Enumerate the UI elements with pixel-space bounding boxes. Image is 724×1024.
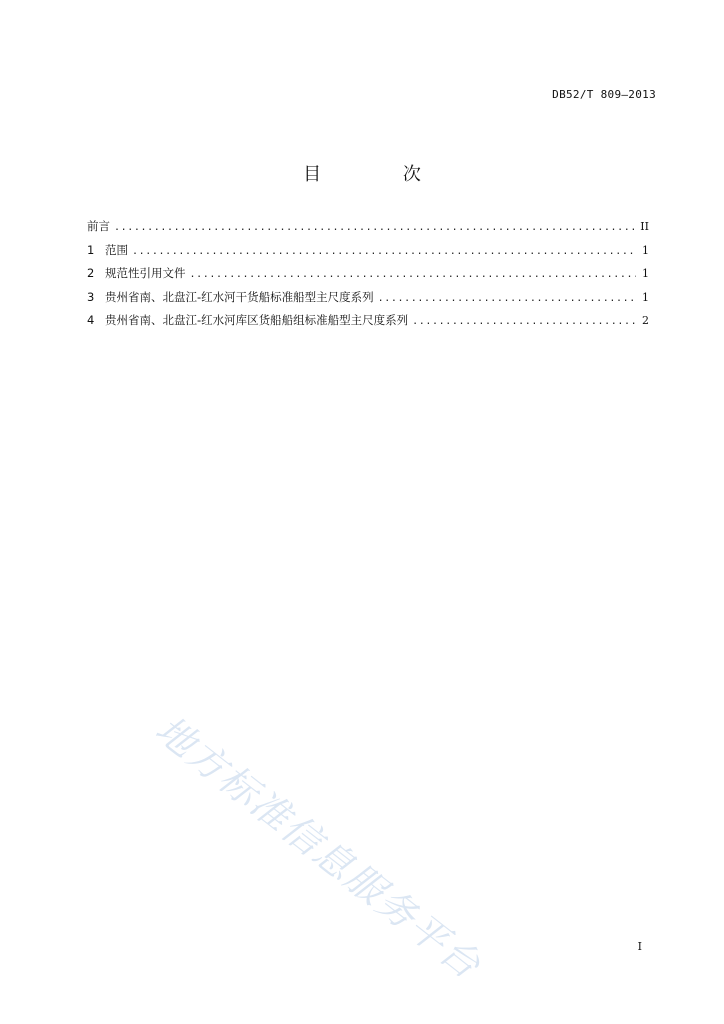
table-of-contents [87, 218, 649, 336]
toc-leader-dots [190, 269, 637, 280]
toc-entry-page: II [640, 220, 649, 233]
toc-entry-text: 贵州省南、北盘江-红水河库区货船船组标准船型主尺度系列 [105, 313, 409, 328]
toc-entry-page: 1 [642, 267, 649, 281]
toc-entry-scope[interactable] [87, 242, 649, 266]
toc-entry-dry-cargo-ship-series[interactable] [87, 289, 649, 313]
toc-entry-page: 2 [642, 314, 649, 328]
toc-leader-dots [378, 293, 636, 304]
toc-leader-dots [132, 246, 636, 257]
toc-entry-number: 2 [87, 266, 95, 281]
toc-entry-page: 1 [642, 290, 649, 304]
toc-entry-text: 贵州省南、北盘江-红水河干货船标准船型主尺度系列 [105, 289, 374, 304]
toc-entry-normative-references[interactable] [87, 265, 649, 289]
page-number: I [637, 940, 642, 953]
toc-leader-dots [412, 316, 636, 327]
toc-leader-dots [114, 222, 634, 233]
toc-entry-page: 1 [642, 243, 649, 257]
toc-entry-reservoir-convoy-series[interactable] [87, 312, 649, 336]
toc-entry-text: 范围 [105, 242, 128, 257]
toc-entry-number: 3 [87, 289, 95, 304]
toc-entry-text: 前言 [87, 219, 110, 233]
page-title: 目 次 [303, 164, 459, 185]
toc-entry-number: 4 [87, 313, 95, 328]
toc-entry-foreword[interactable] [87, 218, 649, 242]
toc-entry-text: 规范性引用文件 [105, 266, 186, 281]
toc-entry-number: 1 [87, 242, 95, 257]
watermark: 地方标准信息服务平台 [147, 707, 490, 989]
document-code: DB52/T 809—2013 [552, 88, 656, 101]
